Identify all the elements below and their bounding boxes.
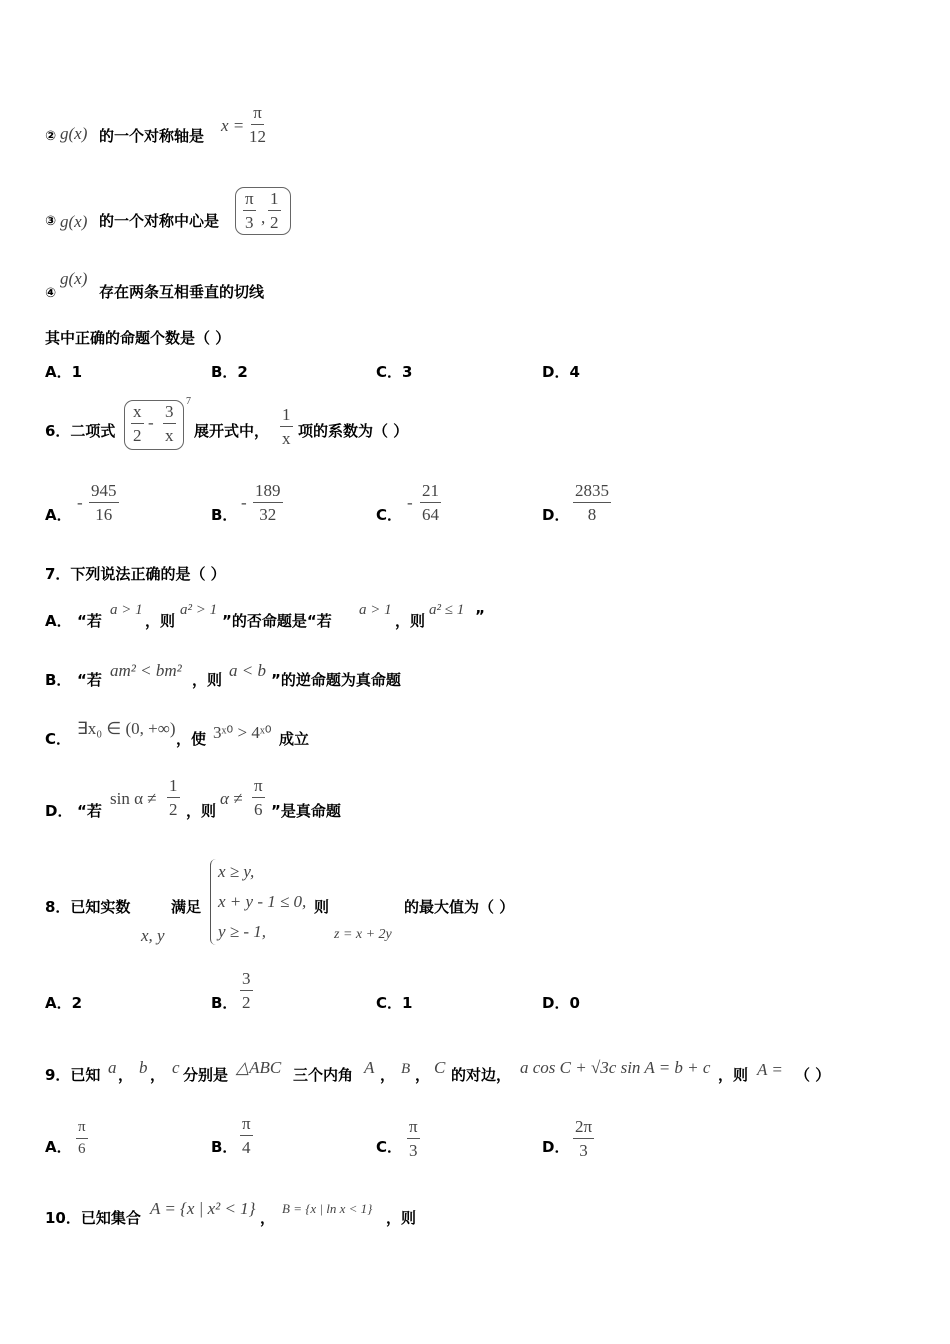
separator: ， (415, 1066, 431, 1084)
option-letter: D． (542, 506, 570, 524)
math: B (401, 1061, 411, 1077)
question-number: 9．已知 (45, 1066, 101, 1084)
option-letter: B． (211, 506, 238, 524)
option-letter: C． (376, 506, 403, 524)
option-text: ”的否命题是“若 (222, 612, 332, 630)
statement-text: 的一个对称中心是 (99, 212, 220, 230)
question-text: 的对边， (451, 1066, 512, 1084)
question-text: 则 (314, 898, 330, 916)
question-text: ，则 (718, 1066, 749, 1084)
question-text: （ ） (795, 1066, 831, 1084)
question-text: 展开式中， (194, 422, 270, 440)
math: a < b (229, 661, 266, 680)
math: a (108, 1058, 117, 1077)
question-prompt: 其中正确的命题个数是（ ） (45, 329, 231, 347)
option-text: ，使 (176, 730, 207, 748)
question-text: ，则 (386, 1209, 417, 1227)
option-a: A．2 (45, 994, 83, 1012)
separator: ， (150, 1066, 166, 1084)
fraction: $\frac{2\pi}{3}$ (575, 1117, 593, 1160)
math-set-a: A = {x | x² < 1} (150, 1199, 256, 1218)
fraction: $\frac{189}{32}$ (255, 481, 281, 524)
fraction: $\frac{\pi}{6}$ (254, 776, 263, 819)
fraction: $\frac{21}{64}$ (422, 481, 439, 524)
option-letter: D． (542, 1138, 570, 1156)
math: C (434, 1058, 446, 1077)
math: 3ˣ⁰ > 4ˣ⁰ (213, 723, 272, 742)
option-text: ” (475, 607, 485, 625)
option-c: C．1 (376, 994, 413, 1012)
marker-3: ③ (45, 214, 57, 229)
math: A (364, 1058, 375, 1077)
math-set-b: B = {x | ln x < 1} (282, 1201, 373, 1216)
math: α ≠ (220, 789, 243, 808)
question-number: 8．已知实数 (45, 898, 131, 916)
math: a > 1 (359, 602, 392, 618)
option-letter: A． (45, 1138, 72, 1156)
question-text: 项的系数为（ ） (298, 422, 409, 440)
option-letter: C． (376, 1138, 403, 1156)
math: x, y (141, 926, 165, 945)
math: a cos C + √3c sin A = b + c (520, 1058, 711, 1077)
fraction: $\frac{2835}{8}$ (575, 481, 609, 524)
separator: ， (380, 1066, 396, 1084)
minus-sign: - (148, 413, 154, 432)
question-text: 分别是 (183, 1066, 229, 1084)
math: b (139, 1058, 148, 1077)
option-text: ”是真命题 (271, 802, 341, 820)
option-b: B．2 (211, 363, 248, 381)
question-text: 三个内角 (293, 1066, 354, 1084)
option-letter: B． (211, 1138, 238, 1156)
math: a > 1 (110, 602, 143, 618)
math: c (172, 1058, 180, 1077)
option-d: D．0 (542, 994, 580, 1012)
option-text: ，则 (145, 612, 176, 630)
question-number: 10．已知集合 (45, 1209, 141, 1227)
option-text: 成立 (279, 730, 310, 748)
question-number: 6．二项式 (45, 422, 116, 440)
constraint-2: x + y - 1 ≤ 0, (218, 892, 307, 911)
marker-2: ② (45, 129, 57, 144)
fraction: $\frac{\pi}{3}$ (409, 1117, 418, 1160)
option-text: ，则 (192, 671, 223, 689)
fraction: $\frac{945}{16}$ (91, 481, 117, 524)
option-text: “若 (77, 612, 102, 630)
option-text: ，则 (395, 612, 426, 630)
separator: ， (118, 1066, 134, 1084)
fraction: $\frac{3}{2}$ (242, 969, 251, 1012)
statement-text: 存在两条互相垂直的切线 (99, 283, 265, 301)
option-text: “若 (77, 671, 102, 689)
option-d: D．4 (542, 363, 580, 381)
option-text: ”的逆命题为真命题 (271, 671, 401, 689)
math-gx: g(x) (60, 212, 88, 231)
math: A = (757, 1060, 783, 1079)
option-text: “若 (77, 802, 102, 820)
option-text: ，则 (186, 802, 217, 820)
math: △ABC (236, 1058, 282, 1077)
question-prompt: 7．下列说法正确的是（ ） (45, 565, 226, 583)
math: z = x + 2y (334, 927, 392, 942)
minus-sign: - (241, 493, 247, 512)
fraction: $\frac{\pi}{4}$ (242, 1114, 251, 1157)
math: a² > 1 (180, 602, 218, 618)
option-letter: B． (45, 671, 72, 689)
fraction: $\frac{\pi}{3}$ (245, 189, 254, 232)
math-gx: g(x) (60, 124, 88, 143)
exponent: 7 (186, 396, 191, 407)
option-letter: A． (45, 506, 72, 524)
option-letter: D． (45, 802, 73, 820)
fraction: $\frac{3}{x}$ (165, 402, 174, 445)
constraint-3: y ≥ - 1, (218, 922, 267, 941)
minus-sign: - (407, 493, 413, 512)
question-text: 的最大值为（ ） (404, 898, 515, 916)
option-a: A．1 (45, 363, 83, 381)
math: am² < bm² (110, 661, 182, 680)
statement-text: 的一个对称轴是 (99, 127, 205, 145)
marker-4: ④ (45, 286, 57, 301)
comma: , (261, 208, 266, 227)
fraction: $\frac{x}{2}$ (133, 402, 142, 445)
separator: ， (260, 1209, 276, 1227)
option-c: C．3 (376, 363, 413, 381)
fraction: $\frac{1}{2}$ (270, 189, 279, 232)
constraint-1: x ≥ y, (218, 862, 255, 881)
option-letter: B． (211, 994, 238, 1012)
math: sin α ≠ (110, 789, 157, 808)
math-x-eq: x = (221, 116, 245, 135)
minus-sign: - (77, 493, 83, 512)
math: ∃x₀ ∈ (0, +∞) (77, 719, 176, 738)
option-letter: A． (45, 612, 72, 630)
fraction: $\frac{\pi}{12}$ (249, 103, 266, 146)
fraction: $\frac{\pi}{6}$ (78, 1119, 86, 1157)
fraction: $\frac{1}{x}$ (282, 405, 291, 448)
question-text: 满足 (171, 898, 202, 916)
math-gx: g(x) (60, 269, 88, 288)
option-letter: C． (45, 730, 72, 748)
fraction: $\frac{1}{2}$ (169, 776, 178, 819)
math: a² ≤ 1 (429, 602, 465, 618)
